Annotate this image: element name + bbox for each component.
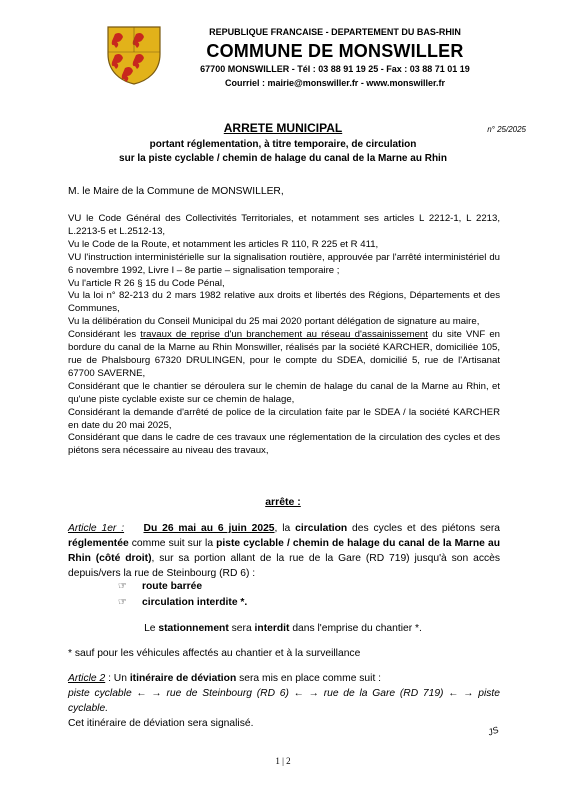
header-address: 67700 MONSWILLER - Tél : 03 88 91 19 25 - Fax : 03 88 71 01 19 [200, 64, 470, 74]
pointing-hand-icon: ☞ [118, 597, 127, 608]
decree-title: ARRETE MUNICIPAL [223, 121, 343, 135]
article-2: Article 2 : Un itinéraire de déviation sera mis en place comme suit : piste cyclable ← → rue de Steinbourg (RD 6) ← → rue de la Gare (RD 719) ← → piste cyclable. Cet itinéraire de déviation sera signalisé. [68, 673, 500, 729]
vu-deliberation: Vu la délibération du Conseil Municipal du 25 mai 2020 portant délégation de signature au maire, [68, 316, 480, 328]
header-republique: REPUBLIQUE FRANCAISE - DEPARTEMENT DU BAS-RHIN [209, 27, 461, 37]
article-1-label: Article 1er : [68, 523, 125, 534]
bullet-circulation-interdite: ☞ circulation interdite *. [118, 597, 248, 608]
considerant-reglementation: Considérant que dans le cadre de ces travaux une réglementation de la circulation des cycles et des piétons sera nécessaire au niveau des travaux, [68, 432, 500, 457]
article-1: Article 1er : Du 26 mai au 6 juin 2025, la circulation des cycles et des piétons sera réglementée comme suit sur la piste cyclable / chemin de halage du canal de la Marne au Rhin (côté droit), sur sa portion allant de la rue de la Gare (RD 719) jusqu'à son accès depuis/vers la rue de Steinbourg (RD 6) : [68, 523, 500, 579]
vu-loi-82-213: Vu la loi n° 82-213 du 2 mars 1982 relative aux droits et libertés des Régions, Départements et des Communes, [68, 290, 500, 315]
page-number: 1 | 2 [275, 756, 291, 766]
arrete-heading: arrête : [265, 496, 301, 508]
initials-paraphe: JS [486, 724, 500, 738]
considerants-block [68, 213, 500, 458]
header-contact: Courriel : mairie@monswiller.fr - www.monswiller.fr [225, 78, 445, 88]
sauf-note: * sauf pour les véhicules affectés au chantier et à la surveillance [68, 648, 361, 659]
deviation-route: piste cyclable ← → rue de Steinbourg (RD 6) ← → rue de la Gare (RD 719) ← → piste cyclable. [68, 688, 500, 714]
decree-subtitle-line-2: sur la piste cyclable / chemin de halage du canal de la Marne au Rhin [119, 153, 447, 164]
decree-subtitle-line-1: portant réglementation, à titre temporaire, de circulation [149, 139, 417, 150]
vu-code-penal: Vu l'article R 26 § 15 du Code Pénal, [68, 277, 225, 289]
decree-reference-number: n° 25/2025 [487, 125, 526, 134]
stationnement-interdit: Le stationnement sera interdit dans l'emprise du chantier *. [144, 623, 422, 634]
vu-instruction: VU l'instruction interministérielle sur la signalisation routière, approuvée par l'arrêté interministériel du 6 novembre 1992, Livre I – 8e partie – signalisation temporaire ; [68, 251, 500, 276]
header-commune-name: COMMUNE DE MONSWILLER [206, 41, 464, 61]
considerant-travaux: Considérant les travaux de reprise d'un branchement au réseau d'assainissement du site VNF en bordure du canal de la Marne au Rhin Monswiller, réalisés par la société KARCHER, domiciliée 105, rue de Phalsbourg 67320 DRULINGEN, pour le compte du SDEA, domicilié 5, rue de l'Artisanat 67700 SAVERNE, [68, 329, 500, 379]
considerant-chantier: Considérant que le chantier se déroulera sur le chemin de halage du canal de la Marne au Rhin, et qu'une piste cyclable existe sur ce chemin de halage, [68, 380, 500, 405]
pointing-hand-icon: ☞ [118, 581, 127, 592]
article-2-label: Article 2 [68, 673, 106, 684]
bullet-route-barree: ☞ route barrée [118, 581, 203, 592]
considerant-demande: Considérant la demande d'arrêté de police de la circulation faite par le SDEA / la société KARCHER en date du 20 mai 2025, [68, 406, 500, 431]
vu-cgct: VU le Code Général des Collectivités Territoriales, et notamment ses articles L 2212-1, L 2213, L.2213-5 et L.2512-13, [68, 213, 500, 237]
deviation-signalisation: Cet itinéraire de déviation sera signalisé. [68, 718, 254, 729]
vu-code-route: Vu le Code de la Route, et notamment les articles R 110, R 225 et R 411, [68, 238, 379, 250]
mayor-opening: M. le Maire de la Commune de MONSWILLER, [68, 186, 284, 197]
commune-crest-logo [105, 24, 163, 86]
